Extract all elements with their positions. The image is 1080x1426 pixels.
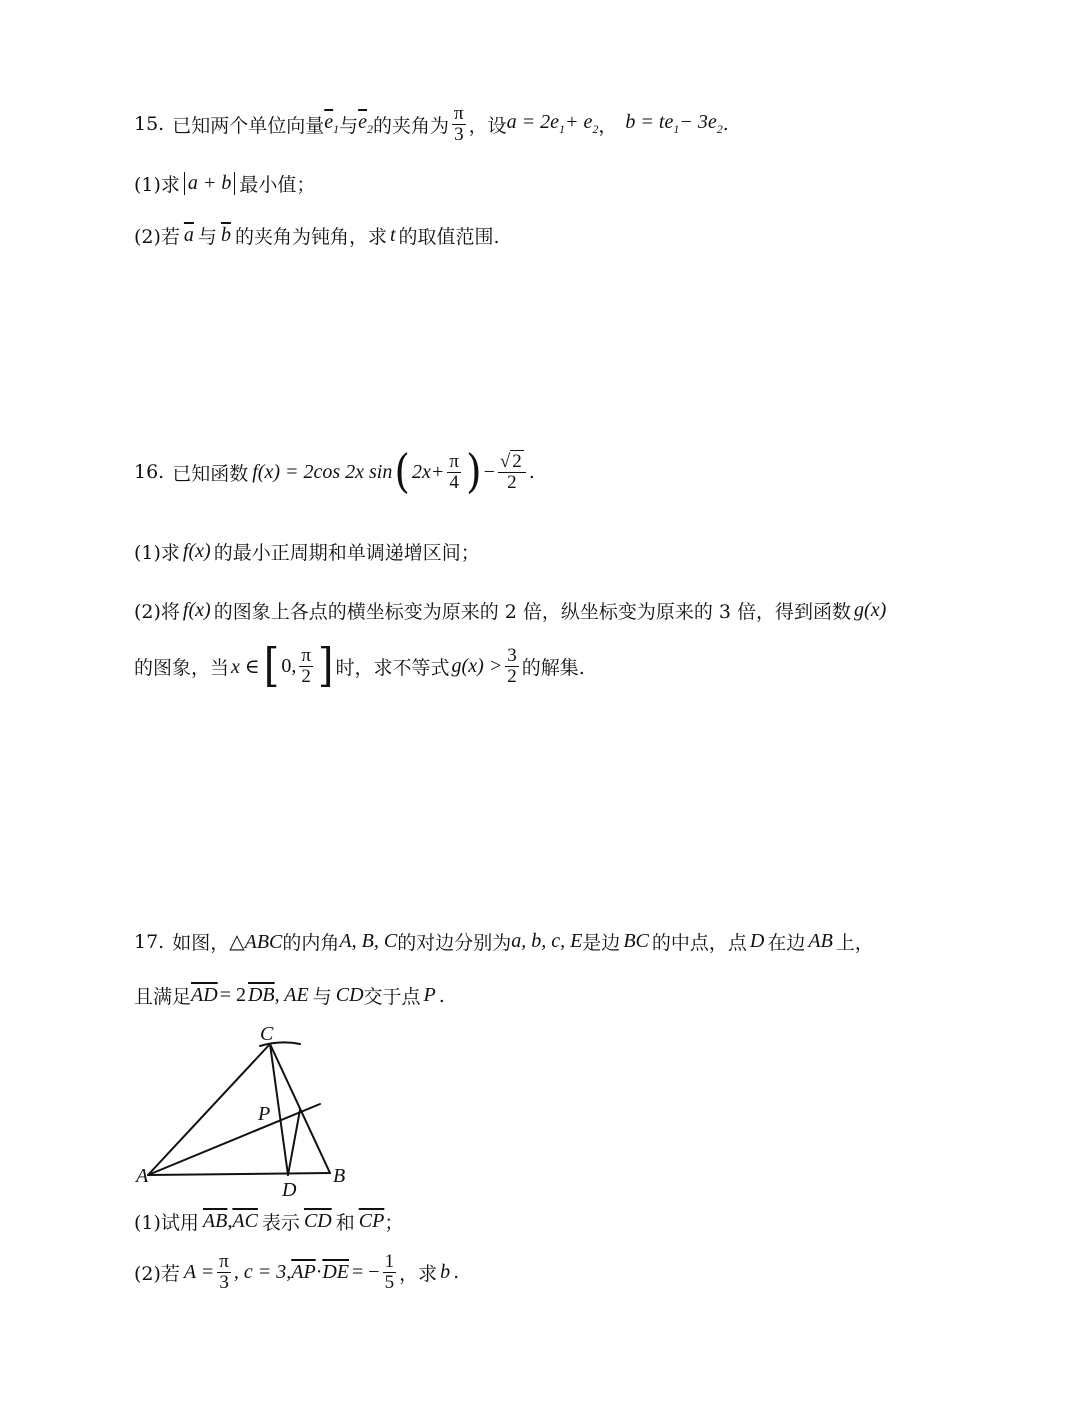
q17-sides: a, b, c, E: [511, 930, 583, 952]
q16-part2-line2-b: 时，求不等式: [335, 656, 450, 679]
q15-a-def: $a = 2e_1+ e_2$: [506, 111, 599, 137]
q17-dot: ·: [315, 1260, 323, 1283]
q16-part2-f: f(x): [182, 599, 211, 621]
q15-angle-text: 的夹角为: [373, 114, 450, 137]
q15-angle-fraction: $\frac{\pi}{3}$: [454, 103, 464, 145]
q17-intro-f: 在边: [767, 932, 806, 954]
q17-part1-mid: 表示: [261, 1212, 300, 1234]
q17-vector-ab: $\overline{AB}$: [202, 1210, 228, 1232]
q15-part2: [134, 222, 500, 249]
label-d: D: [282, 1179, 297, 1200]
q15-b-def: $b = te_1- 3e_2$: [625, 111, 723, 137]
q17-triangle-figure: [130, 1020, 360, 1200]
q17-vector-ad: $\overline{AD}$: [191, 984, 218, 1006]
q15-part2-prefix: (2)若: [134, 226, 180, 248]
q15-number: 15.: [134, 113, 165, 136]
q16-part2-line1: [134, 597, 886, 624]
q17-intro-a: 如图，: [172, 932, 230, 954]
q16-left-bracket: [: [263, 639, 280, 693]
q16-part1-prefix: (1)求: [134, 542, 180, 564]
q17-part2-c: , c = 3,: [233, 1260, 292, 1283]
q15-intro: 已知两个单位向量: [172, 114, 325, 137]
q16-function: f(x) = 2cos 2x sin: [252, 460, 393, 483]
q17-part2-end: .: [453, 1261, 460, 1284]
q17-part1-comma: ,: [227, 1210, 233, 1232]
q16-sqrt2-over-2: $\frac{√ 2}{2}$: [498, 452, 526, 493]
q17-part1-prefix: (1)试用: [134, 1212, 199, 1234]
q16-part1-suffix: 的最小正周期和单调递增区间；: [213, 542, 480, 564]
q16-part2-g: g(x): [854, 599, 887, 621]
q15-e2: $\overline{e}_2$: [358, 111, 374, 137]
q17-ae: , AE: [274, 984, 309, 1006]
q17-part2-eq: = −: [352, 1260, 380, 1283]
q15-stem: 15. 已知两个单位向量 $\overline{e}_1$ 与 $\overline{e}_2$ 的夹角为 $\frac{\pi}{3}$ ，设 $a = 2e_1+ e_2$ ， $b = te_1- 3e_2$ .: [134, 103, 729, 145]
q17-stem-line2: [134, 982, 445, 1009]
q16-part1: [134, 538, 480, 565]
edge-ac: [148, 1044, 270, 1175]
q16-part2-x-in: x ∈: [231, 655, 260, 678]
q16-number: 16.: [134, 461, 165, 484]
q16-right-bracket: ]: [317, 639, 334, 693]
q16-part2-mid: 的图象上各点的横坐标变为原来的 2 倍，纵坐标变为原来的 3 倍，得到函数: [213, 601, 852, 623]
q17-vector-db: $\overline{DB}$: [247, 984, 275, 1006]
q15-part1-suffix: 最小值；: [239, 174, 316, 196]
q17-pi-over-3: $\frac{\pi}{3}$: [219, 1251, 229, 1293]
q16-left-paren: (: [394, 445, 410, 499]
q15-set-text: ，设: [468, 114, 507, 137]
q15-part2-b: $\overline{b}$: [220, 224, 231, 246]
q17-triangle: △ABC: [229, 931, 283, 953]
q17-part2: [134, 1252, 459, 1293]
q17-line2-end: .: [438, 984, 445, 1007]
q15-part2-and: 与: [197, 226, 217, 248]
label-c: C: [260, 1023, 274, 1045]
q17-vector-cd: $\overline{CD}$: [303, 1210, 332, 1232]
q17-vector-ap: $\overline{AP}$: [291, 1260, 316, 1283]
q17-d: D: [749, 930, 765, 952]
q17-one-fifth: $\frac{1}{5}$: [384, 1251, 395, 1293]
q17-line2-d: 交于点: [363, 986, 421, 1008]
q17-intro-g: 上，: [835, 932, 874, 954]
q17-eq-2: = 2: [219, 984, 246, 1006]
q17-intro-d: 是边: [582, 932, 621, 954]
q16-part2-line2: [134, 639, 585, 693]
q17-vector-ac: $\overline{AC}$: [232, 1210, 258, 1232]
q16-part2-line2-c: 的解集.: [521, 656, 585, 679]
q16-three-halves: $\frac{3}{2}$: [507, 645, 517, 687]
q15-part1-expr: a + b: [184, 172, 236, 195]
q16-part2-ineq: g(x) >: [451, 654, 503, 677]
q17-ab: AB: [808, 930, 833, 952]
q17-vector-cp: $\overline{CP}$: [358, 1210, 385, 1232]
q17-part2-a-eq: A =: [183, 1260, 215, 1283]
q15-period: .: [722, 113, 729, 136]
q15-part2-t: t: [389, 224, 396, 246]
q17-intro-e: 的中点，点: [651, 932, 747, 954]
q15-part1: [134, 170, 315, 197]
q17-part1: [134, 1208, 403, 1235]
q15-part2-suffix: 的取值范围.: [398, 226, 500, 248]
q17-intro-c: 的对边分别为: [397, 932, 512, 954]
q17-p: P: [423, 984, 436, 1006]
edge-ab: [148, 1173, 330, 1175]
label-p: P: [258, 1103, 271, 1125]
q17-cd: CD: [335, 984, 364, 1006]
q17-line2-c: 与: [312, 986, 332, 1008]
q16-stem: [134, 445, 535, 499]
q16-minus: −: [483, 460, 495, 483]
q17-part2-suffix: ，求: [399, 1262, 438, 1285]
q17-part1-and: 和: [335, 1212, 355, 1234]
q17-intro-b: 的内角: [282, 932, 340, 954]
q16-interval-start: 0,: [281, 654, 297, 677]
q17-part2-b: b: [440, 1260, 451, 1283]
q15-part2-mid: 的夹角为钝角，求: [234, 226, 387, 248]
q17-stem-line1: [134, 928, 874, 955]
q15-part1-prefix: (1)求: [134, 174, 180, 196]
q17-line2-a: 且满足: [134, 986, 192, 1008]
q15-e1: $\overline{e}_1$: [324, 111, 340, 137]
segment-pd: [288, 1110, 300, 1175]
q16-pi-over-2: $\frac{\pi}{2}$: [301, 645, 311, 687]
q17-vector-de: $\overline{DE}$: [322, 1260, 350, 1283]
q16-part2-line2-a: 的图象，当: [134, 656, 230, 679]
q16-period: .: [528, 461, 535, 484]
q16-part2-prefix: (2)将: [134, 601, 180, 623]
q16-right-paren: ): [465, 445, 482, 499]
q17-part1-suffix: ；: [384, 1212, 404, 1234]
q17-bc: BC: [623, 930, 649, 952]
label-a: A: [136, 1165, 149, 1187]
q17-number: 17.: [134, 930, 165, 953]
q15-part2-a: $\overline{a}$: [183, 224, 194, 246]
q15-and: 与: [339, 114, 359, 137]
q16-part1-f: f(x): [182, 540, 211, 562]
q16-intro: 已知函数: [172, 462, 249, 485]
label-b: B: [333, 1165, 346, 1187]
q16-inner: 2x+: [411, 460, 445, 483]
q17-part2-prefix: (2)若: [134, 1262, 180, 1285]
q16-pi-over-4: $\frac{\pi}{4}$: [449, 451, 459, 493]
q17-angles: A, B, C: [339, 930, 398, 952]
